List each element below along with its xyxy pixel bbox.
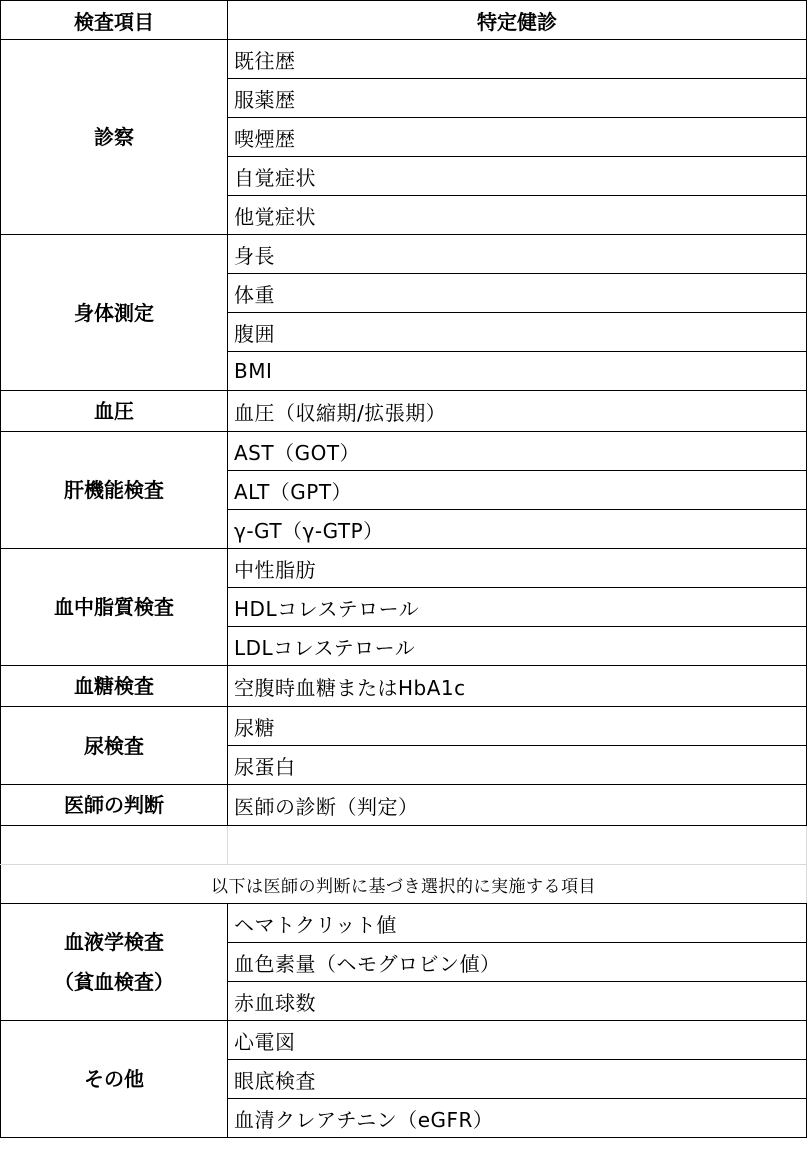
table-row — [1, 707, 807, 746]
item-cell: 既往歴 — [228, 40, 807, 79]
item-cell: 血色素量（ヘモグロビン値） — [228, 943, 807, 982]
category-cell — [1, 235, 228, 391]
table-row — [1, 432, 807, 471]
category-label: （貧血検査） — [54, 970, 174, 994]
item-cell: 医師の診断（判定） — [228, 785, 807, 826]
header-specific-checkup: 特定健診 — [228, 1, 807, 40]
item-cell: 腹囲 — [228, 313, 807, 352]
item-cell: 眼底検査 — [228, 1060, 807, 1099]
item-cell: 喫煙歴 — [228, 118, 807, 157]
item-cell: 自覚症状 — [228, 157, 807, 196]
checkup-table-body — [1, 1, 807, 1138]
note-row — [1, 865, 807, 904]
category-cell — [1, 785, 228, 826]
table-row — [1, 391, 807, 432]
category-label: その他 — [84, 1067, 144, 1091]
category-cell — [1, 904, 228, 1021]
header-row — [1, 1, 807, 40]
item-cell: γ-GT（γ-GTP） — [228, 510, 807, 549]
blank-cell — [228, 826, 807, 865]
item-cell: BMI — [228, 352, 807, 391]
category-label: 血中脂質検査 — [54, 595, 174, 619]
item-cell: 服薬歴 — [228, 79, 807, 118]
blank-cell — [1, 826, 228, 865]
item-cell: 血清クレアチニン（eGFR） — [228, 1099, 807, 1138]
category-label: 血圧 — [94, 399, 134, 423]
item-cell: LDLコレステロール — [228, 627, 807, 666]
header-exam-item: 検査項目 — [1, 1, 228, 40]
blank-row — [1, 826, 807, 865]
category-label: 肝機能検査 — [64, 478, 164, 502]
table-row — [1, 1021, 807, 1060]
item-cell: 空腹時血糖またはHbA1c — [228, 666, 807, 707]
table-row — [1, 40, 807, 79]
category-cell — [1, 549, 228, 666]
optional-note: 以下は医師の判断に基づき選択的に実施する項目 — [1, 865, 807, 904]
category-label: 診察 — [94, 125, 134, 149]
item-cell: 体重 — [228, 274, 807, 313]
category-cell — [1, 391, 228, 432]
item-cell: ALT（GPT） — [228, 471, 807, 510]
item-cell: AST（GOT） — [228, 432, 807, 471]
category-label: 身体測定 — [74, 300, 154, 325]
item-cell: 赤血球数 — [228, 982, 807, 1021]
item-cell: 中性脂肪 — [228, 549, 807, 588]
table-row — [1, 785, 807, 826]
category-cell — [1, 432, 228, 549]
category-label: 尿検査 — [84, 733, 144, 758]
item-cell: HDLコレステロール — [228, 588, 807, 627]
category-cell — [1, 666, 228, 707]
table-row — [1, 666, 807, 707]
category-label: 血液学検査 — [64, 930, 164, 954]
item-cell: ヘマトクリット値 — [228, 904, 807, 943]
item-cell: 心電図 — [228, 1021, 807, 1060]
table-row — [1, 904, 807, 943]
item-cell: 身長 — [228, 235, 807, 274]
item-cell: 血圧（収縮期/拡張期） — [228, 391, 807, 432]
item-cell: 尿糖 — [228, 707, 807, 746]
category-label: 血糖検査 — [74, 674, 154, 698]
category-cell — [1, 40, 228, 235]
table-row — [1, 235, 807, 274]
category-cell — [1, 707, 228, 785]
item-cell: 他覚症状 — [228, 196, 807, 235]
table-row — [1, 549, 807, 588]
category-label: 医師の判断 — [64, 793, 164, 817]
category-cell — [1, 1021, 228, 1138]
item-cell: 尿蛋白 — [228, 746, 807, 785]
